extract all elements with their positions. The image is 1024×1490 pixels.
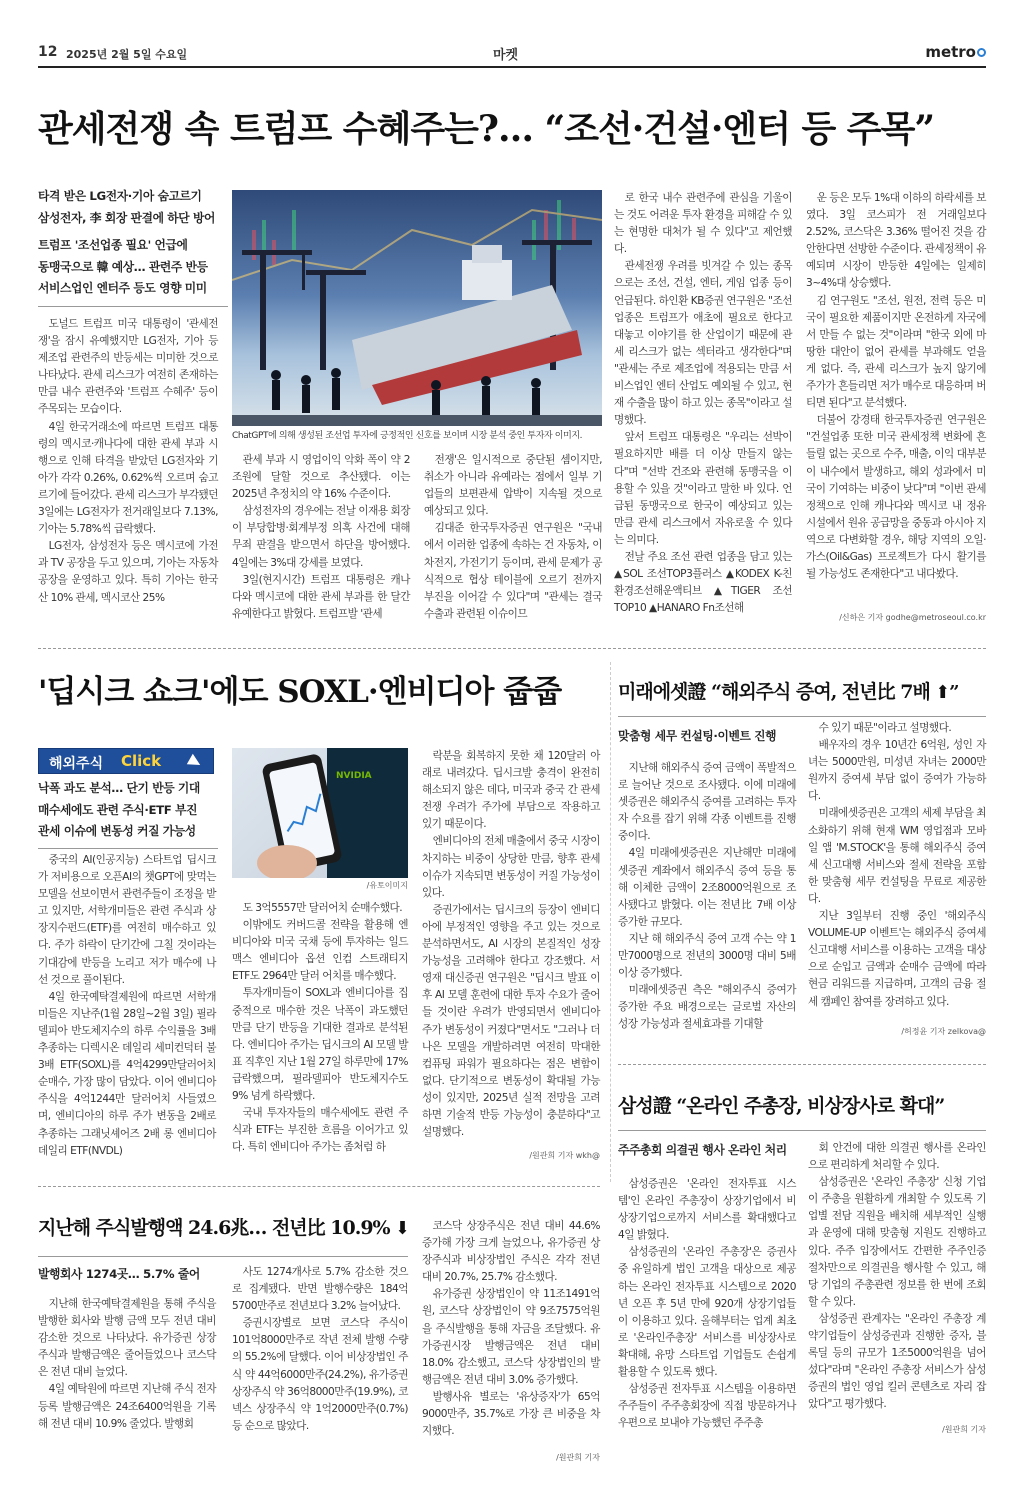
- article1-col2: 관세 부과 시 영업이익 악화 폭이 약 2조원에 달할 것으로 추산됐다. 이는 2025년 추정치의 약 16% 수준이다. 삼성전자의 경우에는 전날 이재용 회장이 부당합병·회계부정 의혹 사건에 대해 무죄 판결을 받으면서 하단을 방어했다. 4일에는 3%대 강세를 보였다. 3일(현지시간) 트럼프 대통령은 캐나다와 멕시코에 대한 관세 부과를 한 달간 유예한다고 밝혔다. 트럼프발 '관세: [232, 454, 410, 620]
- header-rule: [38, 66, 986, 68]
- metro-logo: metro: [925, 43, 986, 61]
- article1-image-caption: ChatGPT에 의해 생성된 조선업 투자에 긍정적인 신호를 보이며 시장 분석 중인 투자자 이미지.: [232, 431, 583, 441]
- article4-headline: 삼성證 “온라인 주총장, 비상장사로 확대”: [618, 1095, 945, 1117]
- article3-credit: /허정윤 기자 zelkova@: [901, 1027, 986, 1036]
- article1-col4: 로 한국 내수 관련주에 관심을 기울이는 것도 어려운 투자 환경을 피해갈 수 있는 현명한 대처가 될 수 있다"고 제언했다. 관세전쟁 우려를 빗겨갈 수 있는 종목으로는 조선, 건설, 엔터, 게임 업종 등이 언급된다. 하인환 KB증권 연구원은 "조선 업종은 트럼프가 애초에 필요로 한다고 대놓고 이야기를 한 산업이기 때문에 관세 리스크가 없는 섹터라고 생각한다"며 "관세는 주로 제조업에 적용되는 만큼 서비스업인 엔터 산업도 예외될 수 있고, 현재 수출을 많이 하고 있는 종목"이라고 설명했다. 앞서 트럼프 대통령은 "우리는 선박이 필요하지만 배를 더 이상 만들지 않는다"며 "선박 건조와 관련해 동맹국을 이용할 수 있을 것"이라고 말한 바 있다. 언급된 동맹국으로 한국이 예상되고 있는 만큼 관세 리스크에서 자유로울 수 있다는 의미다. 전날 주요 조선 관련 업종을 담고 있는 ▲SOL 조선TOP3플러스 ▲KODEX K-친환경조선해운액티브 ▲TIGER 조선TOP10 ▲HANARO Fn조선해: [614, 192, 792, 615]
- down-arrow-icon: ⬇: [389, 1218, 409, 1239]
- article1-col3: 전쟁'은 일시적으로 중단된 셈이지만, 취소가 아니라 유예라는 점에서 일부 기업들의 보편관세 압박이 지속될 것으로 예상되고 있다. 김대준 한국투자증권 연구원은 "국내에서 이러한 업종에 속하는 건 자동차, 이차전지, 가전기기 등이며, 관세 문제가 공식적으로 협상 테이블에 오르기 전까지 부진을 이어갈 수 있다"며 "관세는 결국 수출과 관련된 이슈이므: [424, 454, 602, 620]
- article2-col1: 중국의 AI(인공지능) 스타트업 딥시크가 저비용으로 오픈AI의 챗GPT에 맞먹는 모델을 선보이면서 관련주들이 조정을 받고 있지만, 서학개미들은 관련 주식과 상장지수펀드(ETF)를 여전히 매수하고 있다. 주가 하락이 단기간에 그칠 것이라는 기대감에 반등을 노리고 저가 매수에 나선 것으로 풀이된다. 4일 한국예탁결제원에 따르면 서학개미들은 지난주(1월 28일~2월 3일) 필라델피아 반도체지수의 하루 수익률을 3배 추종하는 디렉시온 데일리 세미컨덕터 불 3배 ETF(SOXL)를 4억4299만달러어치 순매수, 가장 많이 담았다. 이어 엔비디아 주식을 4억1244만 달러어치 사들였으며, 엔비디아의 하루 주가 변동을 2배로 추종하는 그래닛셰어즈 2배 롱 엔비디아 데일리 ETF(NVDL): [38, 854, 216, 1157]
- article5-credit: /원관희 기자: [556, 1453, 600, 1462]
- shipyard-illustration: [232, 190, 602, 426]
- page-date: 2025년 2월 5일 수요일: [66, 48, 188, 61]
- badge-label: 해외주식: [49, 756, 104, 772]
- article3-headline: 미래에셋證 “해외주식 증여, 전년比 7배 ⬆”: [618, 681, 959, 703]
- article2-credit: /원관희 기자 wkh@: [529, 1151, 600, 1160]
- article2-image-credit: /유토이미지: [366, 881, 408, 890]
- article3-subhead: 맞춤형 세무 컨설팅·이벤트 진행: [618, 729, 777, 743]
- article1-image: [232, 190, 602, 426]
- page-header: [38, 38, 986, 68]
- article1-col5: 운 등은 모두 1%대 이하의 하락세를 보였다. 3일 코스피가 전 거래일보다 2.52%, 코스닥은 3.36% 떨어진 것을 감안한다면 선방한 수준이다. 관세정책이 유예되며 시장이 반등한 4일에는 일제히 3~4%대 상승했다. 김 연구원도 "조선, 원전, 전력 등은 미국이 필요한 제품이지만 온전하게 자국에서 만들 수 없는 것"이라며 "한국 외에 마땅한 대안이 없어 관세를 부과해도 얻을 게 없다. 즉, 관세 리스크가 높지 않기에 주가가 흔들리면 저가 매수로 대응하며 버티면 된다"고 분석했다. 더불어 강경태 한국투자증권 연구원은 "건설업종 또한 미국 관세정책 변화에 흔들릴 없는 곳으로 수주, 매출, 이익 대부분이 내수에서 발생하고, 해외 성과에서 미국이 기여하는 비중이 낮다"며 "이번 관세 정책으로 인해 캐나다와 멕시코 내 정유 시설에서 원유 공급망을 중동과 아시아 지역으로 다변화할 경우, 해당 지역의 오일·가스(Oil&Gas) 프로젝트가 다시 활기를 될 가능성도 존재한다"고 내다봤다.: [806, 192, 986, 581]
- article3-col1: 지난해 해외주식 증여 금액이 폭발적으로 늘어난 것으로 조사됐다. 이에 미래에셋증권은 해외주식 증여를 고려하는 투자자 수요를 잡기 위해 각종 이벤트를 진행 중이다. 4일 미래에셋증권은 지난해만 미래에셋증권 계좌에서 해외주식 증여 등을 통해 이체한 금액이 2조8000억원으로 조사됐다고 밝혔다. 이는 전년比 7배 이상 증가한 규모다. 지난 해 해외주식 증여 고객 수는 약 1만7000명으로 전년의 3000명 대비 5배 이상 증가했다. 미래에셋증권 측은 "해외주식 증여가 증가한 주요 배경으로는 글로벌 자산의 성장 가능성과 절세효과를 기대할: [618, 762, 796, 1031]
- article5-subhead: 발행회사 1274곳… 5.7% 줄어: [38, 1267, 200, 1281]
- section-label: 마켓: [493, 48, 519, 63]
- article5-col1: 지난해 한국예탁결제원을 통해 주식을 발행한 회사와 발행 금액 모두 전년 대비 감소한 것으로 나타났다. 유가증권 상장주식과 발행금액은 줄어들었으나 코스닥은 전년 대비 늘었다. 4일 예탁원에 따르면 지난해 주식 전자등록 발행금액은 24조6400억원을 기록해 전년 대비 10.9% 줄었다. 발행회: [38, 1298, 216, 1430]
- article5-col3: 코스닥 상장주식은 전년 대비 44.6% 증가해 가장 크게 늘었으나, 유가증권 상장주식과 비상장법인 주식은 각각 전년 대비 20.7%, 25.7% 감소했다. 유가증권 상장법인이 약 11조1491억원, 코스닥 상장법인이 약 9조7575억원을 주식발행을 통해 자금을 조달했다. 유가증권시장 발행금액은 전년 대비 18.0% 감소했고, 코스닥 상장법인의 발행금액은 전년 대비 3.0% 증가했다. 발행사유 별로는 '유상증자'가 65억9000만주, 35.7%로 가장 큰 비중을 차지했다.: [422, 1220, 600, 1438]
- svg-text:NVIDIA: NVIDIA: [336, 771, 372, 781]
- phone-nvidia-illustration: [232, 748, 408, 878]
- article1-col1: 도널드 트럼프 미국 대통령이 '관세전쟁'을 잠시 유예했지만 LG전자, 기아 등 제조업 관련주의 반등세는 미미한 것으로 나타났다. 관세 리스크가 여전히 존재하는 만큼 내수 관련주와 '트럼프 수혜주' 등이 주목되는 모습이다. 4일 한국거래소에 따르면 트럼프 대통령의 멕시코·캐나다에 대한 관세 부과 시행으로 인해 타격을 받았던 LG전자와 기아가 각각 0.26%, 0.62%씩 오르며 숨고르기에 들어갔다. 관세 리스크가 부각됐던 3일에는 LG전자가 전거래일보다 7.13%, 기아는 5.78%씩 급락했다. LG전자, 삼성전자 등은 멕시코에 가전과 TV 공장을 두고 있으며, 기아는 자동차 공장을 운영하고 있다. 특히 기아는 한국산 10% 관세, 멕시코산 25%: [38, 318, 218, 604]
- article2-image: [232, 748, 408, 878]
- article1-credit: /신하은 기자 godhe@metroseoul.co.kr: [839, 613, 986, 622]
- article2-headline: '딥시크 쇼크'에도 SOXL·엔비디아 줍줍: [38, 674, 562, 710]
- article1-headline: 관세전쟁 속 트럼프 수혜주는?… “조선·건설·엔터 등 주목”: [38, 108, 935, 150]
- article4-subhead: 주주총회 의결권 행사 온라인 처리: [618, 1143, 787, 1157]
- article5-col2: 사도 1274개사로 5.7% 감소한 것으로 집계됐다. 반면 발행수량은 184억5700만주로 전년보다 3.2% 늘어났다. 증권시장별로 보면 코스닥 주식이 101억8000만주로 작년 전체 발행 수량의 55.2%에 달했다. 이어 비상장법인 주식 약 44억6000만주(24.2%), 유가증권 상장주식 약 36억8000만주(19.9%), 코넥스 상장주식 약 1억2000만주(0.7%) 등 순으로 많았다.: [232, 1266, 408, 1432]
- page-number: 12: [38, 44, 58, 60]
- article4-col1: 삼성증권은 '온라인 전자투표 시스템'인 온라인 주총장이 상장기업에서 비상장기업으로까지 서비스를 확대했다고 4일 밝혔다. 삼성증권의 '온라인 주총장'은 증권사 중 유일하게 법인 고객을 대상으로 제공하는 온라인 전자투표 시스템으로 2020년 오픈 후 5년 만에 920개 상장기업들이 이용하고 있다. 올해부터는 업계 최초로 '온라인주총장' 서비스를 비상장사로 확대해, 유망 스타트업 기업들도 손쉽게 활용할 수 있도록 했다. 삼성증권 전자투표 시스템을 이용하면 주주들이 주주총회장에 직접 방문하거나 우편으로 보내야 가능했던 주주총: [618, 1178, 796, 1430]
- article2-col3: 락분을 회복하지 못한 채 120달러 아래로 내려갔다. 딥시크발 충격이 완전히 해소되지 않은 데다, 미국과 중국 간 관세 전쟁 우려가 주가에 부담으로 작용하고 있기 때문이다. 엔비디아의 전체 매출에서 중국 시장이 차지하는 비중이 상당한 만큼, 향후 관세 이슈가 지속되면 변동성이 커질 가능성이 있다. 증권가에서는 딥시크의 등장이 엔비디아에 부정적인 영향을 주고 있는 것으로 분석하면서도, AI 시장의 본질적인 성장 가능성을 고려해야 한다고 강조했다. 서영재 대신증권 연구원은 "딥시크 발표 이후 AI 모델 훈련에 대한 투자 수요가 줄어들 것이란 우려가 반영되면서 엔비디아 주가 변동성이 커졌다"면서도 "그러나 더 나은 모델을 개발하려면 여전히 막대한 컴퓨팅 파워가 필요하다는 점은 변함이 없다. 단기적으로 변동성이 확대될 가능성이 있지만, 2025년 실적 전망을 고려하면 기술적 반등 가능성이 충분하다"고 설명했다.: [422, 750, 600, 1139]
- cursor-icon: [187, 754, 203, 770]
- badge-click: Click: [121, 752, 162, 770]
- up-arrow-icon: ⬆”: [929, 682, 959, 703]
- article4-col2: 회 안건에 대한 의결권 행사를 온라인으로 편리하게 처리할 수 있다. 삼성증권은 '온라인 주총장' 신청 기업이 주총을 원활하게 개최할 수 있도록 기업별 전담 직원을 배치해 세부적인 실행과 운영에 대해 맞춤형 지원도 진행하고 있다. 주주 입장에서도 간편한 주주인증 절차만으로 의결권을 행사할 수 있고, 해당 기업의 주총관련 정보를 한 번에 조회할 수 있다. 삼성증권 관계자는 "온라인 주총장 계약기업들이 삼성증권과 진행한 증자, 블록딜 등의 규모가 1조5000억원을 넘어섰다"라며 "온라인 주총장 서비스가 삼성증권의 법인 영업 킬러 콘텐츠로 자리 잡았다"고 평가했다.: [808, 1142, 986, 1411]
- overseas-stock-badge: [38, 748, 214, 774]
- article4-credit: /원관희 기자: [942, 1425, 986, 1434]
- article5-headline: 지난해 주식발행액 24.6兆… 전년比 10.9% ⬇: [38, 1217, 409, 1239]
- article2-subheads: 낙폭 과도 분석… 단기 반등 기대 매수세에도 관련 주식·ETF 부진 관세 이슈에 변동성 커질 가능성: [38, 781, 200, 838]
- article1-subheads: 타격 받은 LG전자·기아 숨고르기 삼성전자, 李 회장 판결에 하단 방어 트럼프 '조선업종 필요' 언급에 동맹국으로 韓 예상… 관련주 반등 서비스업인 엔터주 등도 영향 미미: [38, 189, 215, 295]
- article2-col2: 도 3억5557만 달러어치 순매수했다. 이밖에도 커버드콜 전략을 활용해 엔비디아와 미국 국채 등에 투자하는 일드맥스 엔비디아 옵션 인컴 스트래티지 ETF도 2964만 달러 어치를 매수했다. 투자개미들이 SOXL과 엔비디아를 집중적으로 매수한 것은 낙폭이 과도했던 만큼 단기 반등을 기대한 결과로 분석된다. 엔비디아 주가는 딥시크의 AI 모델 발표 직후인 지난 1월 27일 하루만에 17% 급락했으며, 필라델피아 반도체지수도 9% 넘게 하락했다. 국내 투자자들의 매수세에도 관련 주식과 ETF는 부진한 흐름을 이어가고 있다. 특히 엔비디아 주가는 좀처럼 하: [232, 902, 408, 1154]
- article3-col2: 수 있기 때문"이라고 설명했다. 배우자의 경우 10년간 6억원, 성인 자녀는 5000만원, 미성년 자녀는 2000만원까지 증여세 부담 없이 증여가 가능하다. 미래에셋증권은 고객의 세제 부담을 최소화하기 위해 현재 WM 영업점과 모바일 앱 'M.STOCK'을 통해 해외주식 증여세 신고대행 서비스와 절세 전략을 포함한 맞춤형 세무 컨설팅을 무료로 제공한다. 지난 3일부터 진행 중인 '해외주식 VOLUME-UP 이벤트'는 해외주식 증여세 신고대행 서비스를 이용하는 고객을 대상으로 순입고 금액과 순매수 금액에 따라 현금 리워드를 지급하며, 고객의 금융 절세 캠페인 참여를 장려하고 있다.: [808, 722, 986, 1008]
